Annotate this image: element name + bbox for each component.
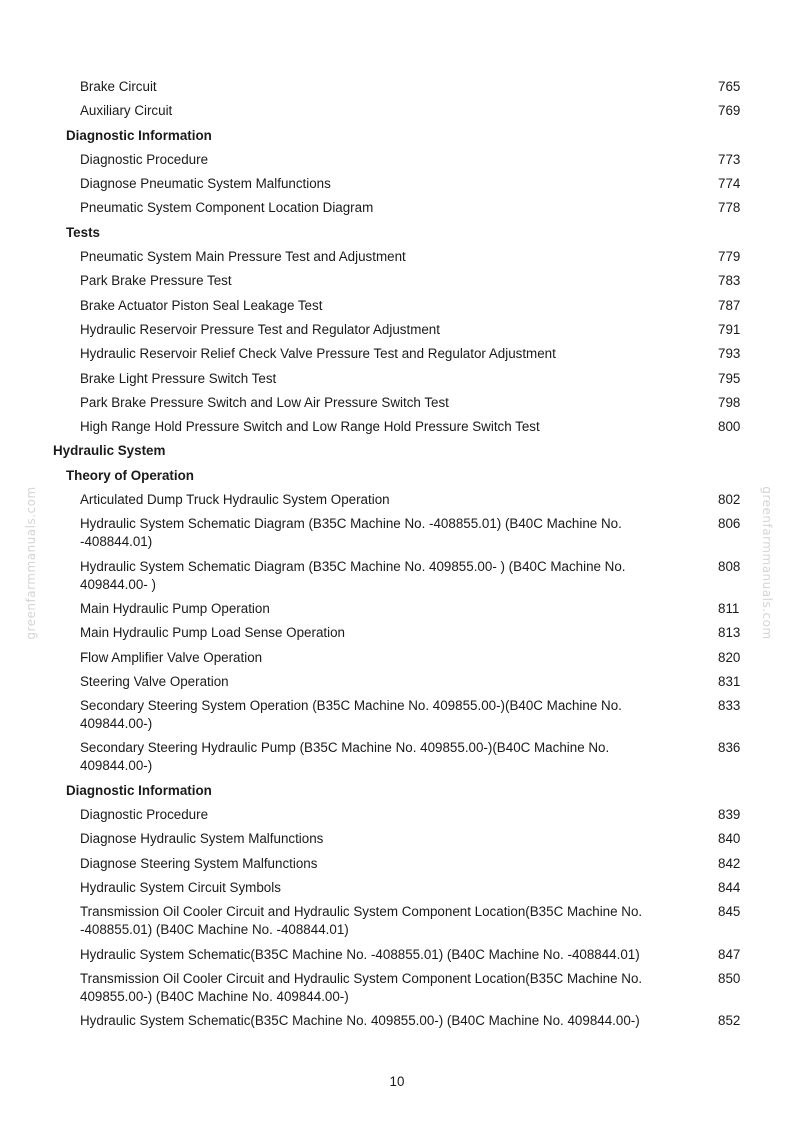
toc-entry-title: Flow Amplifier Valve Operation <box>80 649 263 665</box>
toc-entry-title: Transmission Oil Cooler Circuit and Hydraulic System Component Location(B35C Machine No. 409855.00-) (B40C Machine No. 409844.00-) <box>80 970 643 1004</box>
toc-entry[interactable] <box>0 248 741 266</box>
toc-entry-title: Hydraulic System <box>53 443 166 459</box>
toc-entry[interactable] <box>0 879 741 897</box>
toc-entry-title: Diagnostic Procedure <box>80 807 209 823</box>
toc-entry-title: Hydraulic Reservoir Relief Check Valve Pressure Test and Regulator Adjustment <box>80 346 556 362</box>
toc-entry[interactable] <box>0 345 741 363</box>
toc-entry-page: 833 <box>718 698 741 714</box>
toc-entry-page: 791 <box>718 321 741 337</box>
toc-entry-title: Diagnose Pneumatic System Malfunctions <box>80 176 331 192</box>
toc-entry[interactable] <box>0 600 740 618</box>
toc-entry[interactable] <box>0 806 741 824</box>
toc-entry-title: High Range Hold Pressure Switch and Low Range Hold Pressure Switch Test <box>80 419 540 435</box>
toc-entry-page: 783 <box>718 273 741 289</box>
toc-entry[interactable] <box>0 970 741 1006</box>
toc-entry[interactable] <box>0 739 741 775</box>
toc-section-heading <box>0 442 794 460</box>
toc-entry-title: Brake Light Pressure Switch Test <box>80 370 277 386</box>
toc-entry-page: 845 <box>718 904 741 920</box>
toc-entry-title: Park Brake Pressure Test <box>80 273 232 289</box>
watermark-right: greenfarmmanuals.com <box>760 486 774 640</box>
toc-entry[interactable] <box>0 102 741 120</box>
toc-entry-page: 808 <box>718 558 741 574</box>
toc-entry-page: 769 <box>718 103 741 119</box>
toc-entry[interactable] <box>0 673 741 691</box>
toc-entry-page: 806 <box>718 516 741 532</box>
toc-entry-page: 840 <box>718 831 741 847</box>
toc-entry[interactable] <box>0 903 741 939</box>
toc-entry[interactable] <box>0 151 741 169</box>
toc-entry[interactable] <box>0 370 741 388</box>
toc-entry-page: 774 <box>718 176 741 192</box>
toc-subsection-heading <box>0 467 794 485</box>
toc-entry-page: 850 <box>718 970 741 986</box>
toc-entry[interactable] <box>0 175 741 193</box>
toc-entry[interactable] <box>0 321 741 339</box>
toc-entry-page: 795 <box>718 370 741 386</box>
toc-entry-page: 831 <box>718 673 741 689</box>
toc-entry-title: Steering Valve Operation <box>80 673 229 689</box>
toc-entry-title: Articulated Dump Truck Hydraulic System Operation <box>80 492 390 508</box>
toc-entry-page: 773 <box>718 151 741 167</box>
toc-entry-page: 839 <box>718 807 741 823</box>
toc-entry-title: Auxiliary Circuit <box>80 103 173 119</box>
toc-entry-page: 765 <box>718 79 741 94</box>
toc-entry-title: Hydraulic System Schematic(B35C Machine No. 409855.00-) (B40C Machine No. 409844.00-) <box>80 1013 640 1029</box>
toc-entry-title: Diagnostic Information <box>66 782 212 798</box>
toc-entry-title: Pneumatic System Component Location Diagram <box>80 200 374 216</box>
toc-entry-page: 813 <box>718 625 741 641</box>
toc-entry-title: Secondary Steering Hydraulic Pump (B35C Machine No. 409855.00-)(B40C Machine No. 409844.00-) <box>80 740 610 774</box>
toc-entry-title: Diagnose Steering System Malfunctions <box>80 855 318 871</box>
toc-entry-page: 787 <box>718 297 741 313</box>
toc-entry-page: 811 <box>718 600 740 616</box>
watermark-left: greenfarmmanuals.com <box>24 486 38 640</box>
toc-entry-page: 844 <box>718 879 741 895</box>
toc-entry[interactable] <box>0 946 741 964</box>
toc-entry-title: Pneumatic System Main Pressure Test and Adjustment <box>80 249 406 265</box>
toc-entry[interactable] <box>0 418 741 436</box>
toc-entry-title: Hydraulic Reservoir Pressure Test and Regulator Adjustment <box>80 321 440 337</box>
toc-entry-title: Main Hydraulic Pump Load Sense Operation <box>80 625 345 641</box>
toc-entry[interactable] <box>0 697 741 733</box>
toc-entry-title: Diagnostic Procedure <box>80 151 209 167</box>
toc-entry[interactable] <box>0 830 741 848</box>
toc-entry-page: 802 <box>718 492 741 508</box>
toc-subsection-heading <box>0 782 794 800</box>
toc-entry-title: Secondary Steering System Operation (B35C Machine No. 409855.00-)(B40C Machine No. 409844.00-) <box>80 698 622 732</box>
toc-entry-page: 793 <box>718 346 741 362</box>
toc-entry-page: 836 <box>718 740 741 756</box>
toc-entry[interactable] <box>0 515 741 551</box>
toc-entry[interactable] <box>0 855 741 873</box>
toc-entry-page: 852 <box>718 1013 741 1029</box>
toc-entry-page: 800 <box>718 419 741 435</box>
toc-entry-title: Diagnostic Information <box>66 127 212 143</box>
toc-entry[interactable] <box>0 491 741 509</box>
page-number: 10 <box>389 1074 405 1089</box>
toc-subsection-heading <box>0 224 794 242</box>
toc-entry[interactable] <box>0 649 741 667</box>
toc-entry[interactable] <box>0 272 741 290</box>
toc-entry-title: Transmission Oil Cooler Circuit and Hydraulic System Component Location(B35C Machine No. -408855.01) (B40C Machine No. -408844.01) <box>80 904 643 938</box>
toc-entry-title: Park Brake Pressure Switch and Low Air Pressure Switch Test <box>80 394 449 410</box>
toc-entry-title: Tests <box>66 224 100 240</box>
toc-entry-page: 847 <box>718 946 741 962</box>
toc-entry-title: Diagnose Hydraulic System Malfunctions <box>80 831 324 847</box>
toc-entry[interactable] <box>0 199 741 217</box>
table-of-contents <box>0 78 794 1036</box>
toc-entry-page: 798 <box>718 394 741 410</box>
toc-entry-title: Hydraulic System Circuit Symbols <box>80 879 281 895</box>
toc-entry-title: Brake Actuator Piston Seal Leakage Test <box>80 297 323 313</box>
toc-entry-title: Main Hydraulic Pump Operation <box>80 600 270 616</box>
toc-entry[interactable] <box>0 624 741 642</box>
toc-subsection-heading <box>0 127 794 145</box>
toc-entry[interactable] <box>0 78 741 96</box>
toc-entry[interactable] <box>0 297 741 315</box>
toc-entry-title: Hydraulic System Schematic Diagram (B35C Machine No. 409855.00- ) (B40C Machine No. 409844.00- ) <box>80 558 626 592</box>
toc-entry[interactable] <box>0 1012 741 1030</box>
toc-entry-title: Theory of Operation <box>66 467 194 483</box>
toc-entry-title: Brake Circuit <box>80 79 157 94</box>
toc-entry[interactable] <box>0 558 741 594</box>
toc-entry-title: Hydraulic System Schematic(B35C Machine No. -408855.01) (B40C Machine No. -408844.01) <box>80 946 640 962</box>
toc-entry-title: Hydraulic System Schematic Diagram (B35C Machine No. -408855.01) (B40C Machine No. -408844.01) <box>80 516 622 550</box>
toc-entry-page: 842 <box>718 855 741 871</box>
toc-entry-page: 820 <box>718 649 741 665</box>
toc-entry-page: 778 <box>718 200 741 216</box>
toc-entry[interactable] <box>0 394 741 412</box>
toc-entry-page: 779 <box>718 249 741 265</box>
